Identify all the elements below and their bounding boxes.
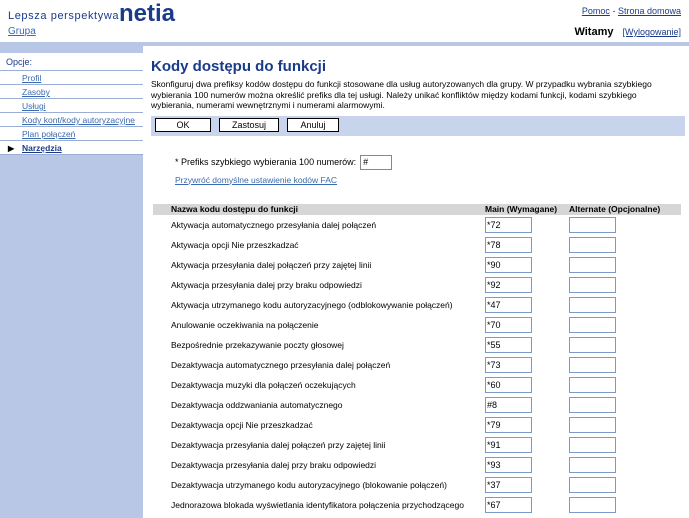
feature-code-name: Aktywacja przesyłania dalej połączeń przy zajętej linii <box>171 259 372 270</box>
main-code-input[interactable] <box>485 237 532 253</box>
feature-code-name: Dezaktywacja przesyłania dalej połączeń przy zajętej linii <box>171 439 386 450</box>
alt-code-cell <box>567 235 681 255</box>
sidebar-item-services[interactable]: Usługi <box>0 99 143 113</box>
feature-code-name: Dezaktywacja przesyłania dalej przy braku odpowiedzi <box>171 459 377 470</box>
table-header-row <box>153 204 681 215</box>
alt-code-input[interactable] <box>569 257 616 273</box>
sidebar-item-call-plan[interactable]: Plan połączeń <box>0 127 143 141</box>
alt-code-input[interactable] <box>569 477 616 493</box>
prefix-input[interactable] <box>360 155 392 170</box>
feature-code-name: Dezaktywacja oddzwaniania automatycznego <box>171 399 343 410</box>
main-code-input[interactable] <box>485 437 532 453</box>
table-row <box>153 215 681 235</box>
alt-code-input[interactable] <box>569 337 616 353</box>
alt-code-cell <box>567 395 681 415</box>
cancel-button[interactable]: Anuluj <box>287 118 339 132</box>
main-code-input[interactable] <box>485 377 532 393</box>
main-code-input[interactable] <box>485 297 532 313</box>
main-code-cell <box>483 355 567 375</box>
table-row <box>153 295 681 315</box>
feature-code-name: Bezpośrednie przekazywanie poczty głosowej <box>171 339 344 350</box>
feature-code-name: Aktywacja opcji Nie przeszkadzać <box>171 239 299 250</box>
page-title: Kody dostępu do funkcji <box>151 58 326 75</box>
page-description: Skonfiguruj dwa prefiksy kodów dostępu do funkcji stosowane dla usług autoryzowanych dla grupy. W przypadku wybrania szybkiego wybierania 100 numerów można określić prefiks dla tej usługi. Należy unikać konfliktów między kodami funkcji, kodami szybkiego wybierania, numerami wewnętrznymi i numerami alarmowymi. <box>151 79 652 110</box>
col-header-alt: Alternate (Opcjonalne) <box>567 204 681 215</box>
main-code-input[interactable] <box>485 457 532 473</box>
ok-button[interactable]: OK <box>155 118 211 132</box>
main-code-cell <box>483 375 567 395</box>
alt-code-cell <box>567 215 681 235</box>
alt-code-input[interactable] <box>569 317 616 333</box>
main-code-input[interactable] <box>485 397 532 413</box>
table-body <box>153 215 681 515</box>
main-code-input[interactable] <box>485 337 532 353</box>
options-title: Opcje: <box>0 55 143 71</box>
col-header-name: Nazwa kodu dostępu do funkcji <box>153 204 483 215</box>
main-code-input[interactable] <box>485 277 532 293</box>
main-code-cell <box>483 415 567 435</box>
main-code-input[interactable] <box>485 357 532 373</box>
sidebar <box>0 46 143 518</box>
alt-code-input[interactable] <box>569 497 616 513</box>
feature-code-name: Dezaktywacja opcji Nie przeszkadzać <box>171 419 313 430</box>
table-row <box>153 235 681 255</box>
main-code-input[interactable] <box>485 417 532 433</box>
main-code-cell <box>483 255 567 275</box>
alt-code-input[interactable] <box>569 457 616 473</box>
feature-code-name: Dezaktywacja muzyki dla połączeń oczekujących <box>171 379 356 390</box>
main-code-input[interactable] <box>485 477 532 493</box>
alt-code-input[interactable] <box>569 277 616 293</box>
sidebar-item-account-codes[interactable]: Kody kont/kody autoryzacyjne <box>0 113 143 127</box>
main-code-cell <box>483 495 567 515</box>
feature-codes-table <box>153 204 681 515</box>
alt-code-input[interactable] <box>569 397 616 413</box>
main-code-input[interactable] <box>485 497 532 513</box>
alt-code-input[interactable] <box>569 217 616 233</box>
alt-code-cell <box>567 255 681 275</box>
alt-code-cell <box>567 275 681 295</box>
feature-code-name: Aktywacja utrzymanego kodu autoryzacyjnego (odblokowywanie połączeń) <box>171 299 453 310</box>
alt-code-cell <box>567 495 681 515</box>
alt-code-input[interactable] <box>569 357 616 373</box>
tagline: Lepsza perspektywa <box>8 10 120 22</box>
main-code-input[interactable] <box>485 217 532 233</box>
netia-logo[interactable]: netia <box>119 0 176 27</box>
main-code-cell <box>483 215 567 235</box>
table-row <box>153 255 681 275</box>
main-code-cell <box>483 295 567 315</box>
alt-code-cell <box>567 355 681 375</box>
alt-code-cell <box>567 315 681 335</box>
alt-code-input[interactable] <box>569 417 616 433</box>
alt-code-cell <box>567 435 681 455</box>
table-row <box>153 415 681 435</box>
table-row <box>153 455 681 475</box>
main-code-cell <box>483 475 567 495</box>
main-code-cell <box>483 435 567 455</box>
alt-code-input[interactable] <box>569 297 616 313</box>
main-code-cell <box>483 335 567 355</box>
feature-code-name: Aktywacja przesyłania dalej przy braku odpowiedzi <box>171 279 362 290</box>
main-code-input[interactable] <box>485 257 532 273</box>
options-panel <box>0 53 143 155</box>
sidebar-item-resources[interactable]: Zasoby <box>0 85 143 99</box>
button-bar <box>151 116 685 136</box>
table-row <box>153 275 681 295</box>
table-row <box>153 435 681 455</box>
feature-code-name: Aktywacja automatycznego przesyłania dalej połączeń <box>171 219 377 230</box>
welcome-area <box>574 26 681 38</box>
feature-code-name: Dezaktywacja utrzymanego kodu autoryzacyjnego (blokowanie połączeń) <box>171 479 447 490</box>
main-code-cell <box>483 455 567 475</box>
main-code-cell <box>483 235 567 255</box>
top-links <box>582 6 681 16</box>
current-item-bullet-icon: ▶ <box>8 144 15 153</box>
table-row <box>153 495 681 515</box>
main-content <box>143 46 689 518</box>
table-row <box>153 375 681 395</box>
header <box>0 0 689 42</box>
table-row <box>153 395 681 415</box>
alt-code-cell <box>567 475 681 495</box>
welcome-text: Witamy <box>574 26 614 38</box>
sidebar-item-profile[interactable]: Profil <box>0 71 143 85</box>
table-row <box>153 315 681 335</box>
main-code-cell <box>483 315 567 335</box>
top-links-separator: - <box>612 6 616 16</box>
col-header-main: Main (Wymagane) <box>483 204 567 215</box>
prefix-row <box>175 154 689 171</box>
logout-link[interactable]: [Wylogowanie] <box>622 27 681 37</box>
feature-code-name: Jednorazowa blokada wyświetlania identyfikatora połączenia przychodzącego <box>171 499 464 510</box>
feature-code-name: Dezaktywacja automatycznego przesyłania dalej połączeń <box>171 359 391 370</box>
sidebar-item-tools-label: Narzędzia <box>22 143 62 153</box>
main-code-input[interactable] <box>485 317 532 333</box>
apply-button[interactable]: Zastosuj <box>219 118 279 132</box>
main-code-cell <box>483 275 567 295</box>
alt-code-cell <box>567 375 681 395</box>
alt-code-input[interactable] <box>569 437 616 453</box>
alt-code-cell <box>567 295 681 315</box>
prefix-label: * Prefiks szybkiego wybierania 100 numerów: <box>175 157 357 167</box>
sidebar-item-tools[interactable] <box>0 141 143 155</box>
alt-code-cell <box>567 455 681 475</box>
alt-code-cell <box>567 415 681 435</box>
table-row <box>153 355 681 375</box>
alt-code-input[interactable] <box>569 377 616 393</box>
restore-defaults-link[interactable]: Przywróć domyślne ustawienie kodów FAC <box>175 174 338 185</box>
table-row <box>153 475 681 495</box>
alt-code-cell <box>567 335 681 355</box>
feature-code-name: Anulowanie oczekiwania na połączenie <box>171 319 319 330</box>
help-link[interactable]: Pomoc <box>581 6 610 16</box>
group-link[interactable]: Grupa <box>8 26 36 37</box>
home-link[interactable]: Strona domowa <box>617 6 681 16</box>
main-code-cell <box>483 395 567 415</box>
alt-code-input[interactable] <box>569 237 616 253</box>
table-row <box>153 335 681 355</box>
